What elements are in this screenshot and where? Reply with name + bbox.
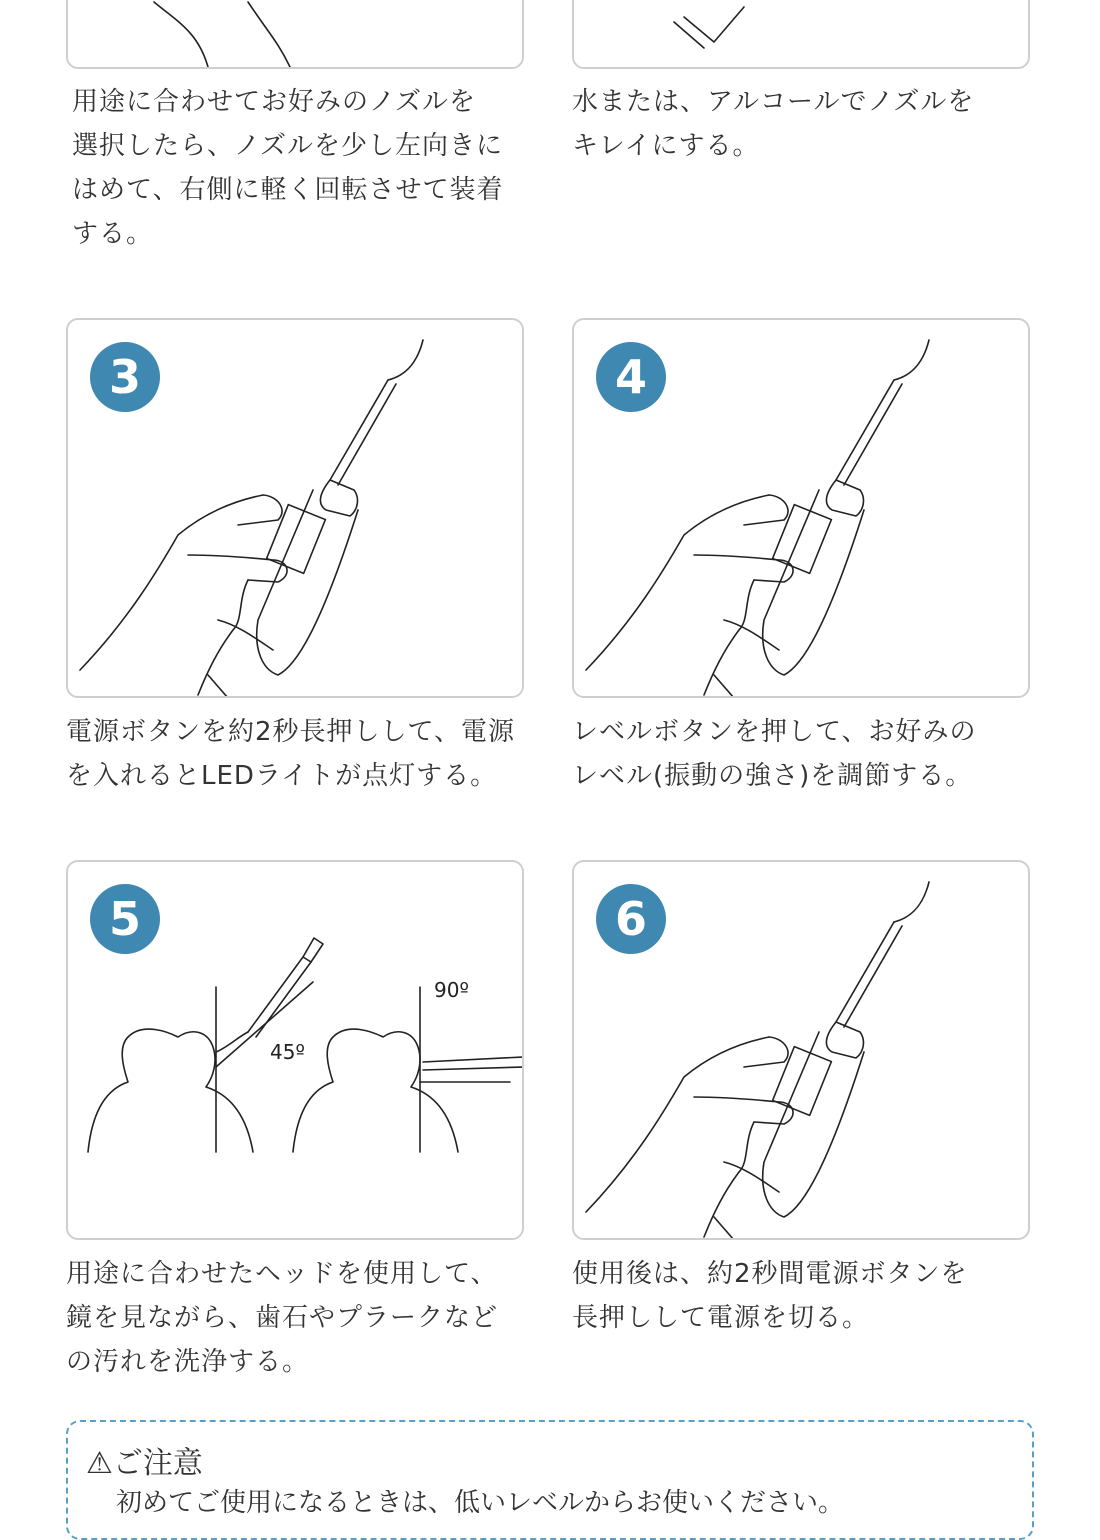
caution-title: ⚠ご注意 xyxy=(86,1446,203,1481)
caution-text: 初めてご使用になるときは、低いレベルからお使いください。 xyxy=(116,1488,845,1518)
step-6-badge: 6 xyxy=(596,884,666,954)
step-5-description: 用途に合わせたヘッドを使用して、 鏡を見ながら、歯石やプラークなど の汚れを洗浄する。 xyxy=(66,1259,499,1377)
step-3-description: 電源ボタンを約2秒長押しして、電源 を入れるとLEDライトが点灯する。 xyxy=(66,717,516,791)
step-5-badge: 5 xyxy=(90,884,160,954)
step-3-card xyxy=(66,318,524,698)
step-4-badge: 4 xyxy=(596,342,666,412)
step-4-description: レベルボタンを押して、お好みの レベル(振動の強さ)を調節する。 xyxy=(572,717,977,791)
step-2-card xyxy=(572,0,1030,69)
step-1-card xyxy=(66,0,524,69)
step-5-card xyxy=(66,860,524,1240)
step-4-card xyxy=(572,318,1030,698)
step-2-description: 水または、アルコールでノズルを キレイにする。 xyxy=(572,87,975,161)
step-6-description: 使用後は、約2秒間電源ボタンを 長押しして電源を切る。 xyxy=(572,1259,968,1333)
angle-90-label: 90º xyxy=(434,978,469,1002)
step-1-illustration xyxy=(68,0,524,69)
step-2-illustration xyxy=(574,0,1030,69)
step-1-description: 用途に合わせてお好みのノズルを 選択したら、ノズルを少し左向きに はめて、右側に軽く回転させて装着 する。 xyxy=(72,87,504,249)
step-3-badge: 3 xyxy=(90,342,160,412)
step-6-card xyxy=(572,860,1030,1240)
angle-45-label: 45º xyxy=(270,1040,305,1064)
caution-box xyxy=(66,1420,1034,1540)
